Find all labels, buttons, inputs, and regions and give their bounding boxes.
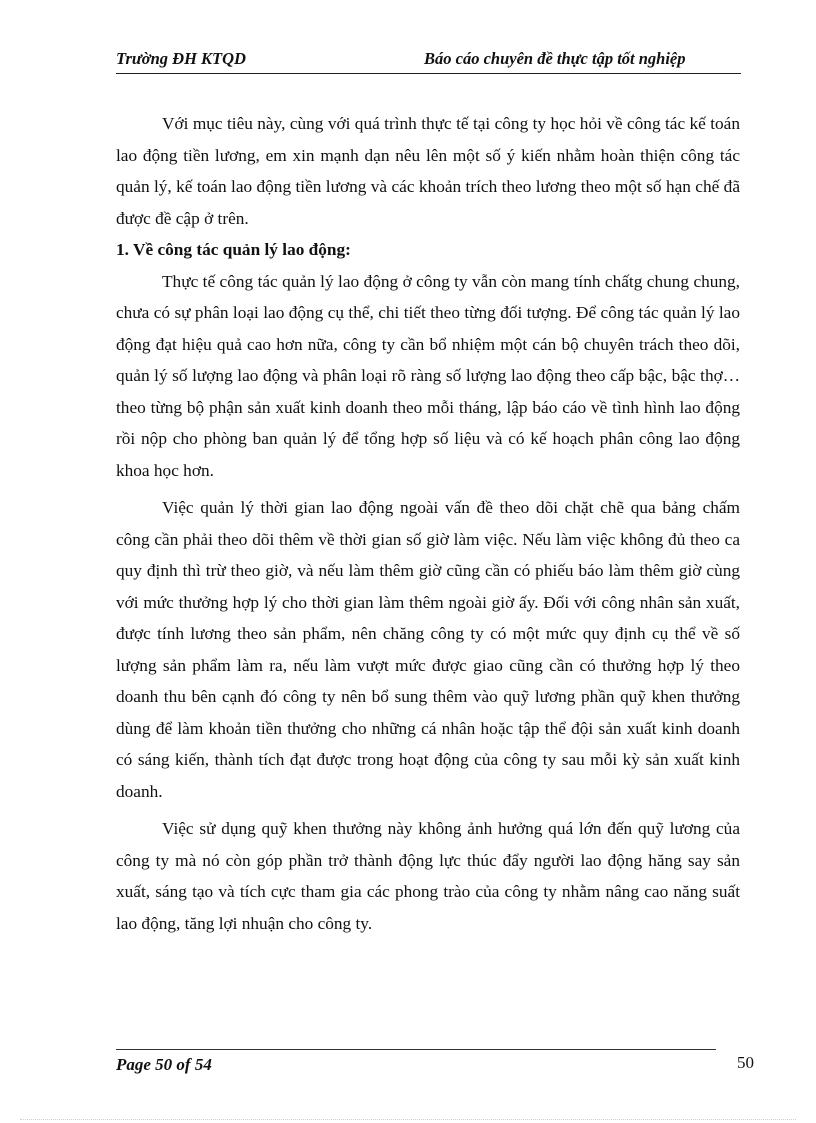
header-report-title: Báo cáo chuyên đề thực tập tốt nghiệp (424, 49, 686, 68)
paragraph-3: Việc sử dụng quỹ khen thưởng này không ảnh hưởng quá lớn đến quỹ lương của công ty mà nó còn góp phần trở thành động lực thúc đẩy người lao động hăng say sản xuất, sáng tạo và tích cực tham gia các phong trào của công ty nhằm nâng cao năng suất lao động, tăng lợi nhuận cho công ty. (116, 819, 740, 933)
section-heading: 1. Về công tác quản lý lao động: (116, 240, 351, 259)
footer-page-label: Page 50 of 54 (116, 1055, 212, 1074)
paragraph-1: Thực tế công tác quản lý lao động ở công ty vẫn còn mang tính chấtg chung chung, chưa có sự phân loại lao động cụ thể, chi tiết theo từng đối tượng. Để công tác quản lý lao động đạt hiệu quả cao hơn nữa, công ty cần bổ nhiệm một cán bộ chuyên trách theo dõi, quản lý số lượng lao động và phân loại rõ ràng số lượng lao động theo cấp bậc, bậc thợ… theo từng bộ phận sản xuất kinh doanh theo mỗi tháng, lập báo cáo về tình hình lao động rồi nộp cho phòng ban quản lý để tổng hợp số liệu và có kế hoạch phân công lao động khoa học hơn. (116, 271, 740, 480)
paragraph-2: Việc quản lý thời gian lao động ngoài vấn đề theo dõi chặt chẽ qua bảng chấm công cần phải theo dõi thêm về thời gian số giờ làm việc. Nếu làm việc không đủ theo ca quy định thì trừ theo giờ, và nếu làm thêm giờ cũng cần có phiếu báo làm thêm giờ cùng với mức thưởng hợp lý cho thời gian làm thêm ngoài giờ ấy. Đối với công nhân sản xuất, được tính lương theo sản phẩm, nên chăng công ty có một mức quy định cụ thể về số lượng sản phẩm làm ra, nếu làm vượt mức được giao cũng cần có thưởng hợp lý theo doanh thu bên cạnh đó công ty nên bổ sung thêm vào quỹ lương phần quỹ khen thưởng dùng để làm khoản tiền thưởng cho những cá nhân hoặc tập thể đội sản xuất kinh doanh có sáng kiến, thành tích đạt được trong hoạt động của công ty sau mỗi kỳ sản xuất kinh doanh. (116, 498, 740, 801)
footer-page-number: 50 (737, 1053, 754, 1072)
page-header (116, 47, 741, 74)
page-edge-divider (20, 1119, 796, 1120)
intro-paragraph: Với mục tiêu này, cùng với quá trình thực tế tại công ty học hỏi về công tác kế toán lao động tiền lương, em xin mạnh dạn nêu lên một số ý kiến nhằm hoàn thiện công tác quản lý, kế toán lao động tiền lương và các khoản trích theo lương theo một số hạn chế đã được đề cập ở trên. (116, 114, 740, 228)
document-body (116, 108, 740, 939)
header-school: Trường ĐH KTQD (116, 49, 246, 68)
footer-divider (116, 1049, 716, 1050)
